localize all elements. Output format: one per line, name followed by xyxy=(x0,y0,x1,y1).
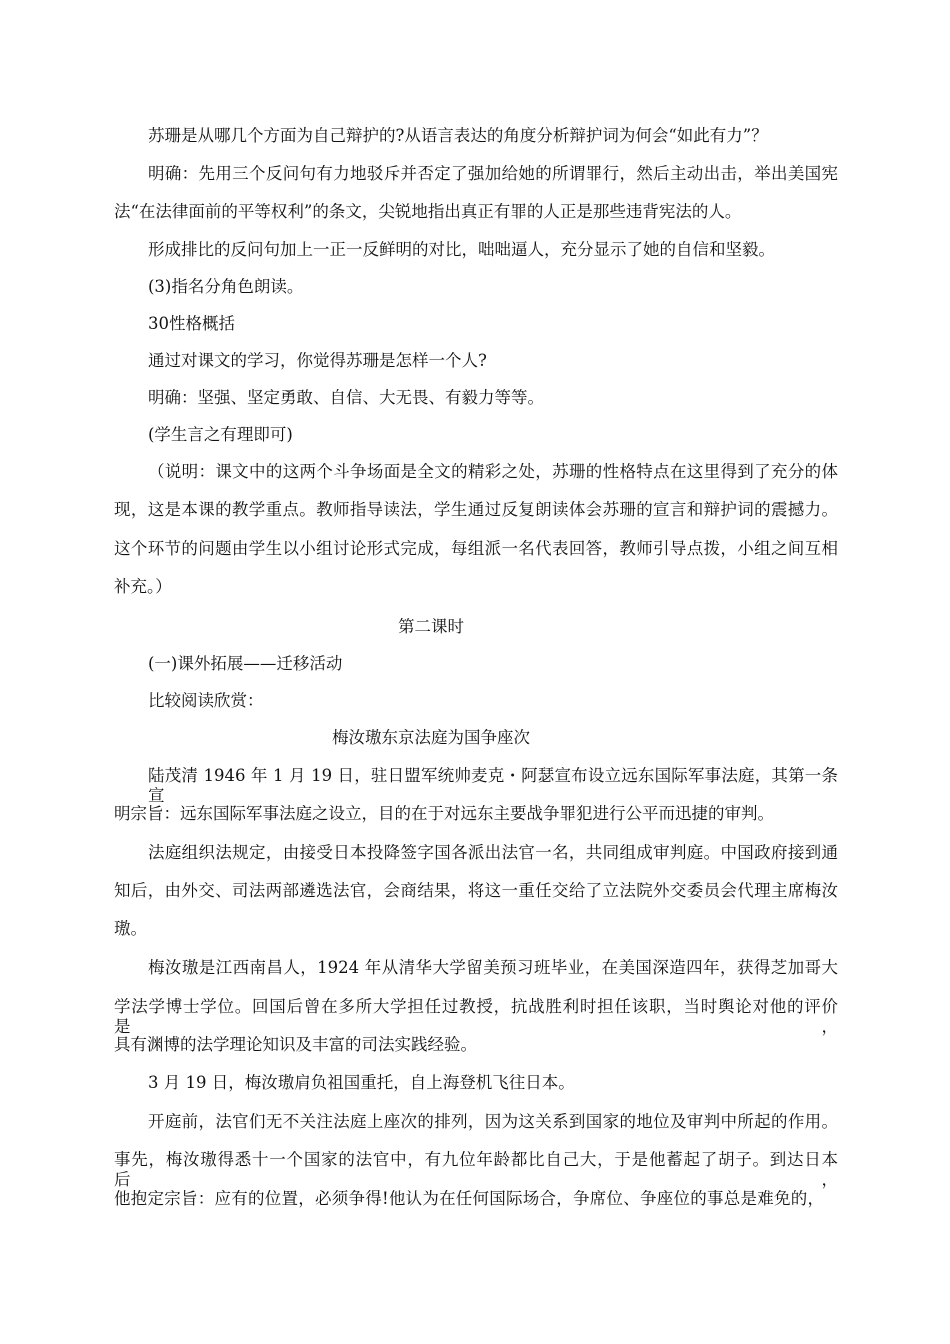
paragraph-line: 现，这是本课的教学重点。教师指导读法，学生通过反复朗读体会苏珊的宣言和辩护词的震撼力。 xyxy=(114,500,838,519)
section-heading: (一)课外拓展——迁移活动 xyxy=(148,654,343,673)
paragraph-line: 明宗旨：远东国际军事法庭之设立，目的在于对远东主要战争罪犯进行公平而迅捷的审判。 xyxy=(114,804,774,823)
paragraph-line: (3)指名分角色朗读。 xyxy=(148,277,304,296)
paragraph-line: 比较阅读欣赏： xyxy=(148,691,264,710)
paragraph-line: 开庭前，法官们无不关注法庭上座次的排列，因为这关系到国家的地位及审判中所起的作用。 xyxy=(148,1112,838,1131)
paragraph-line: 明确：坚强、坚定勇敢、自信、大无畏、有毅力等等。 xyxy=(148,388,544,407)
paragraph-line: 事先，梅汝璈得悉十一个国家的法官中，有九位年龄都比自己大，于是他蓄起了胡子。到达日本后， xyxy=(114,1150,838,1189)
paragraph-line: 璈。 xyxy=(114,919,147,938)
paragraph-line: (学生言之有理即可) xyxy=(148,425,293,444)
paragraph-line: 梅汝璈是江西南昌人，1924 年从清华大学留美预习班毕业，在美国深造四年，获得芝加哥大 xyxy=(148,958,838,977)
paragraph-line: 法庭组织法规定，由接受日本投降签字国各派出法官一名，共同组成审判庭。中国政府接到通 xyxy=(148,843,838,862)
paragraph-line: 法“在法律面前的平等权利”的条文，尖锐地指出真正有罪的人正是那些违背宪法的人。 xyxy=(114,202,742,221)
paragraph-line: 他抱定宗旨：应有的位置，必须争得!他认为在任何国际场合，争席位、争座位的事总是难免的， xyxy=(114,1189,824,1208)
paragraph-line: 知后，由外交、司法两部遴选法官，会商结果，将这一重任交给了立法院外交委员会代理主席梅汝 xyxy=(114,881,838,900)
section-heading: 30性格概括 xyxy=(148,314,235,333)
article-title: 梅汝璈东京法庭为国争座次 xyxy=(332,728,530,747)
lesson-title: 第二课时 xyxy=(398,617,464,636)
paragraph-line: 这个环节的问题由学生以小组讨论形式完成，每组派一名代表回答，教师引导点拨，小组之间互相 xyxy=(114,539,838,558)
paragraph-line: 明确：先用三个反问句有力地驳斥并否定了强加给她的所谓罪行，然后主动出击，举出美国宪 xyxy=(148,164,838,183)
paragraph-line: 学法学博士学位。回国后曾在多所大学担任过教授，抗战胜利时担任该职，当时舆论对他的评价是， xyxy=(114,997,838,1036)
paragraph-line: 具有渊博的法学理论知识及丰富的司法实践经验。 xyxy=(114,1035,477,1054)
paragraph-line: 陆茂清 1946 年 1 月 19 日，驻日盟军统帅麦克・阿瑟宣布设立远东国际军事法庭，其第一条宣 xyxy=(148,766,838,805)
paragraph-line: 补充。） xyxy=(114,577,172,596)
paragraph-line: 苏珊是从哪几个方面为自己辩护的?从语言表达的角度分析辩护词为何会“如此有力”？ xyxy=(148,126,768,145)
paragraph-line: 通过对课文的学习，你觉得苏珊是怎样一个人? xyxy=(148,351,487,370)
paragraph-line: 3 月 19 日，梅汝璈肩负祖国重托，自上海登机飞往日本。 xyxy=(148,1073,575,1092)
paragraph-line: （说明：课文中的这两个斗争场面是全文的精彩之处，苏珊的性格特点在这里得到了充分的体 xyxy=(148,462,838,481)
paragraph-line: 形成排比的反问句加上一正一反鲜明的对比，咄咄逼人，充分显示了她的自信和坚毅。 xyxy=(148,240,775,259)
